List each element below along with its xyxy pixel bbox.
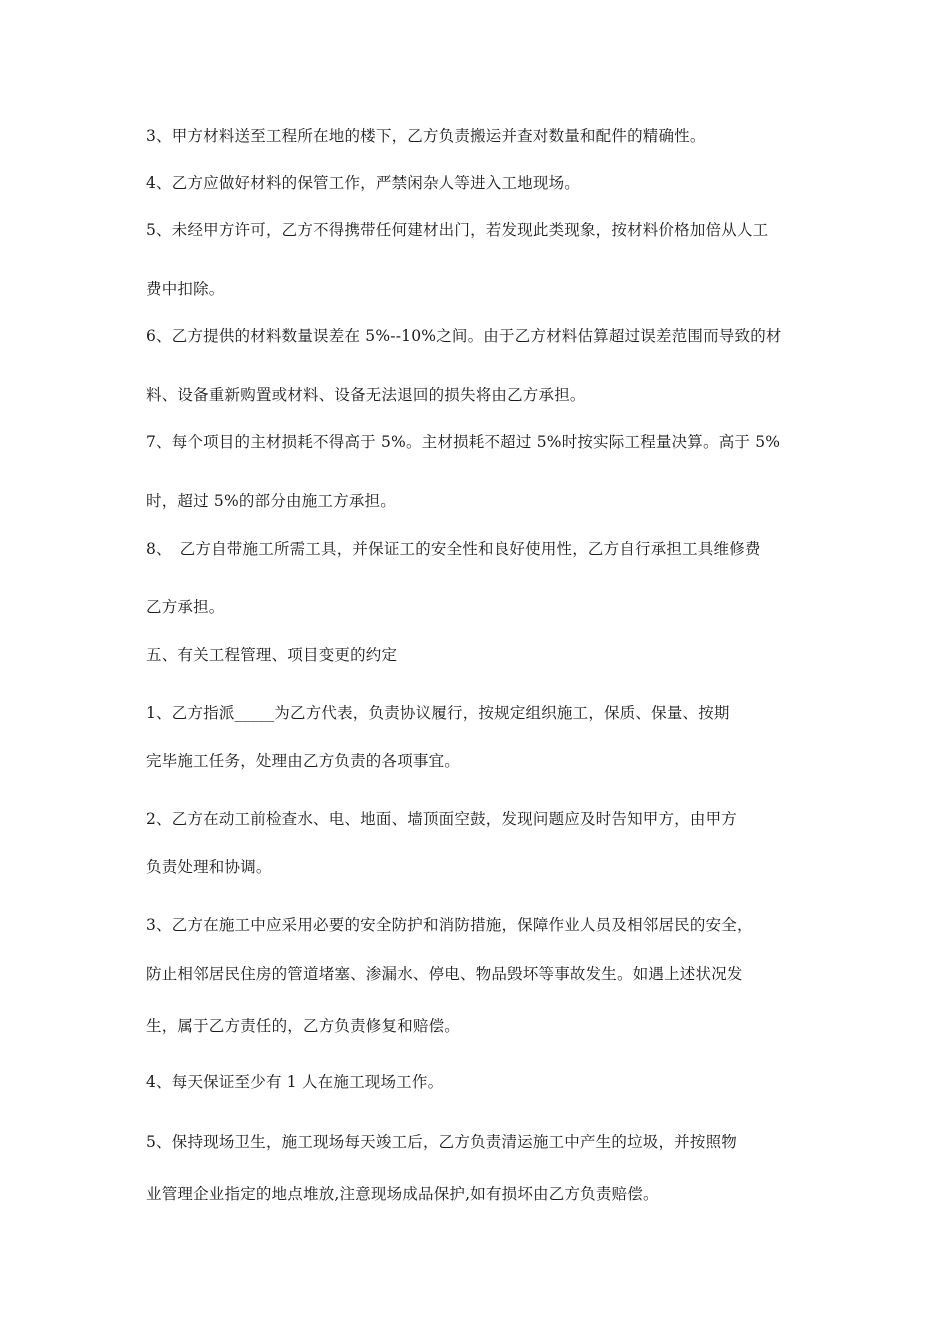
paragraph-line: 1、乙方指派_____为乙方代表，负责协议履行，按规定组织施工，保质、保量、按期 bbox=[146, 704, 730, 722]
paragraph-line: 3、甲方材料送至工程所在地的楼下，乙方负责搬运并查对数量和配件的精确性。 bbox=[146, 127, 706, 145]
paragraph-line: 2、乙方在动工前检查水、电、地面、墙顶面空鼓，发现问题应及时告知甲方，由甲方 bbox=[146, 810, 737, 828]
paragraph-line: 乙方承担。 bbox=[146, 598, 225, 616]
paragraph-line: 6、乙方提供的材料数量误差在 5%--10%之间。由于乙方材料估算超过误差范围而导致的材 bbox=[146, 327, 782, 345]
paragraph-line: 负责处理和协调。 bbox=[146, 858, 272, 876]
paragraph-line: 7、每个项目的主材损耗不得高于 5%。主材损耗不超过 5%时按实际工程量决算。高于 5% bbox=[146, 433, 781, 451]
paragraph-line: 4、乙方应做好材料的保管工作，严禁闲杂人等进入工地现场。 bbox=[146, 174, 580, 192]
paragraph-line: 业管理企业指定的地点堆放,注意现场成品保护,如有损坏由乙方负责赔偿。 bbox=[146, 1185, 659, 1203]
paragraph-line: 3、乙方在施工中应采用必要的安全防护和消防措施，保障作业人员及相邻居民的安全， bbox=[146, 916, 753, 934]
paragraph-line: 防止相邻居民住房的管道堵塞、渗漏水、停电、物品毁坏等事故发生。如遇上述状况发 bbox=[146, 965, 743, 983]
paragraph-line: 生，属于乙方责任的，乙方负责修复和赔偿。 bbox=[146, 1017, 461, 1035]
paragraph-line: 5、未经甲方许可，乙方不得携带任何建材出门，若发现此类现象，按材料价格加倍从人工 bbox=[146, 221, 769, 239]
section-heading: 五、有关工程管理、项目变更的约定 bbox=[146, 646, 398, 664]
paragraph-line: 5、保持现场卫生，施工现场每天竣工后，乙方负责清运施工中产生的垃圾，并按照物 bbox=[146, 1133, 737, 1151]
paragraph-line: 8、 乙方自带施工所需工具，并保证工的安全性和良好使用性，乙方自行承担工具维修费 bbox=[146, 540, 761, 558]
paragraph-line: 料、设备重新购置或材料、设备无法退回的损失将由乙方承担。 bbox=[146, 386, 586, 404]
paragraph-line: 费中扣除。 bbox=[146, 280, 225, 298]
paragraph-line: 完毕施工任务，处理由乙方负责的各项事宜。 bbox=[146, 752, 461, 770]
paragraph-line: 4、每天保证至少有 1 人在施工现场工作。 bbox=[146, 1073, 444, 1091]
paragraph-line: 时，超过 5%的部分由施工方承担。 bbox=[146, 492, 396, 510]
